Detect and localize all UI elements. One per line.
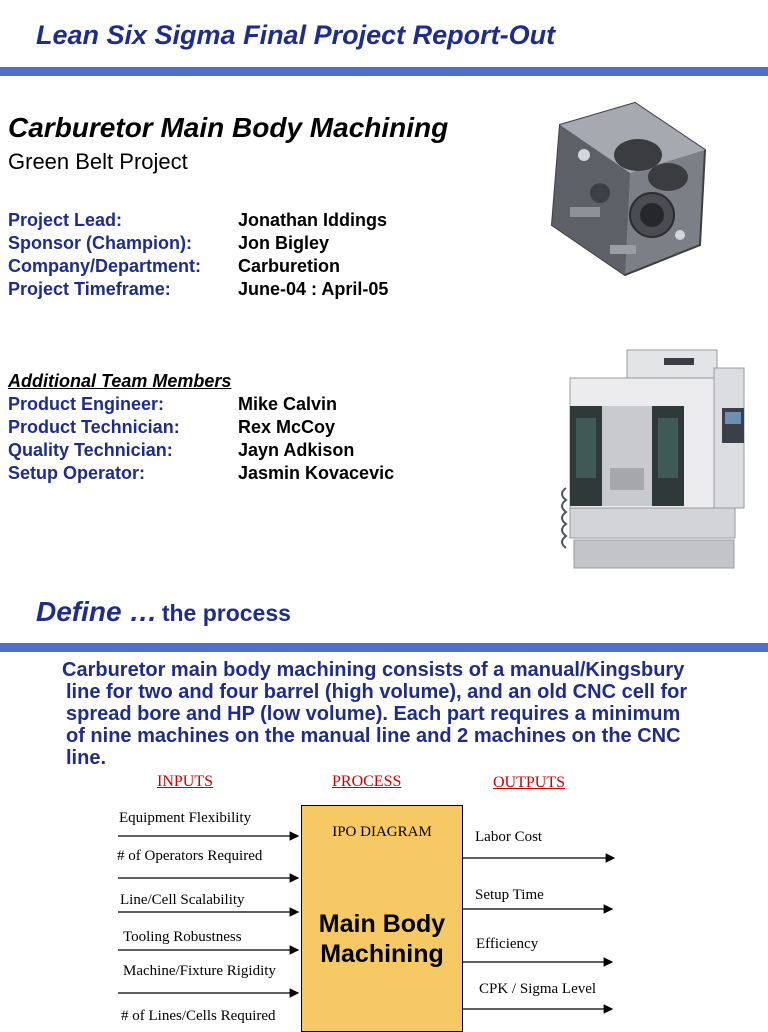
project-subtitle: Green Belt Project	[8, 149, 188, 174]
team-value-product-tech: Rex McCoy	[238, 417, 336, 437]
detail-value-lead: Jonathan Iddings	[238, 210, 388, 230]
team-value-setup: Jasmin Kovacevic	[238, 463, 395, 483]
team-value-quality-tech: Jayn Adkison	[238, 440, 355, 460]
input-item: Machine/Fixture Rigidity	[123, 963, 276, 979]
team-heading: Additional Team Members	[8, 371, 232, 391]
inputs-heading: INPUTS	[157, 773, 214, 790]
process-name	[302, 909, 462, 969]
process-name-line2: Machining	[320, 940, 444, 968]
description-line: spread bore and HP (low volume). Each part requires a minimum	[66, 703, 681, 725]
output-item: Labor Cost	[475, 829, 543, 845]
description-line: line.	[66, 747, 107, 769]
ipo-diagram-label: IPO DIAGRAM	[332, 824, 432, 840]
team-label-quality-tech: Quality Technician:	[8, 440, 173, 460]
output-item: Setup Time	[475, 887, 544, 903]
output-item: CPK / Sigma Level	[479, 981, 597, 997]
detail-value-timeframe: June-04 : April-05	[238, 279, 389, 299]
team-label-product-tech: Product Technician:	[8, 417, 180, 437]
input-item: # of Operators Required	[117, 848, 263, 864]
detail-value-sponsor: Jon Bigley	[238, 233, 330, 253]
detail-value-department: Carburetion	[238, 256, 341, 276]
team-value-engineer: Mike Calvin	[238, 394, 338, 414]
output-item: Efficiency	[476, 936, 539, 952]
input-item: # of Lines/Cells Required	[121, 1008, 276, 1024]
process-heading: PROCESS	[332, 773, 402, 790]
input-item: Tooling Robustness	[123, 929, 242, 945]
input-item: Line/Cell Scalability	[120, 892, 245, 908]
input-item: Equipment Flexibility	[119, 810, 252, 826]
process-name-line1: Main Body	[318, 910, 446, 938]
detail-label-department: Company/Department:	[8, 256, 202, 276]
report-title: Lean Six Sigma Final Project Report-Out	[36, 20, 556, 50]
define-title: Define …	[36, 596, 158, 627]
detail-label-lead: Project Lead:	[8, 210, 123, 230]
detail-label-sponsor: Sponsor (Champion):	[8, 233, 192, 253]
description-line: line for two and four barrel (high volume), and an old CNC cell for	[66, 681, 688, 703]
description-line: Carburetor main body machining consists of a manual/Kingsbury	[62, 659, 685, 681]
team-label-engineer: Product Engineer:	[8, 394, 165, 414]
process-box	[301, 805, 463, 1032]
outputs-heading: OUTPUTS	[493, 774, 566, 791]
detail-label-timeframe: Project Timeframe:	[8, 279, 171, 299]
define-subtitle: the process	[161, 600, 291, 626]
description-line: of nine machines on the manual line and 2 machines on the CNC	[66, 725, 681, 747]
team-label-setup: Setup Operator:	[8, 463, 146, 483]
project-title: Carburetor Main Body Machining	[8, 112, 449, 143]
